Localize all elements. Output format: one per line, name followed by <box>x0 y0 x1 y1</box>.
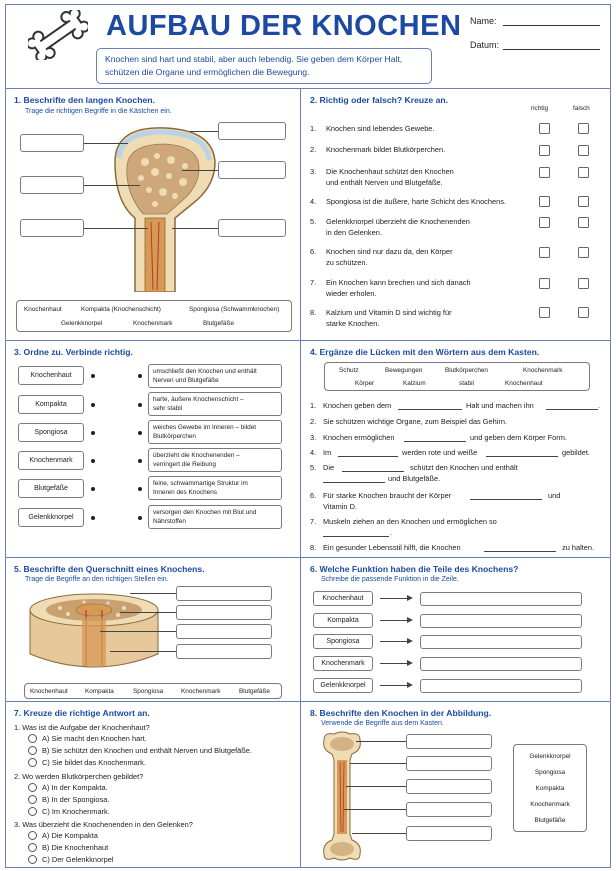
definition-box[interactable] <box>148 448 282 472</box>
word-bank-item: Blutgefäße <box>534 817 566 824</box>
pointer-line <box>346 786 406 787</box>
term-box[interactable]: Blutgefäße <box>18 479 84 498</box>
pointer-line <box>190 131 218 132</box>
answer-field[interactable] <box>420 657 582 671</box>
label-box[interactable] <box>176 644 272 659</box>
answer-field[interactable] <box>420 635 582 649</box>
word-bank-item: Kompakta (Knochenschicht) <box>81 306 161 313</box>
label-box[interactable] <box>218 122 286 140</box>
sentence-text: . <box>598 401 601 410</box>
section-8-title: 8. Beschrifte den Knochen in der Abbildung. <box>310 708 492 718</box>
answer-radio[interactable] <box>28 855 37 864</box>
sentence-text: zu halten. <box>562 543 595 552</box>
column-divider <box>300 88 301 868</box>
term-box[interactable]: Spongiosa <box>18 423 84 442</box>
item-number: 4. <box>310 197 317 206</box>
arrow-icon <box>380 641 410 642</box>
pointer-line <box>130 593 176 594</box>
checkbox-false[interactable] <box>578 307 589 318</box>
label-box[interactable] <box>176 586 272 601</box>
definition-text: Inneren des Knochens <box>153 489 217 496</box>
section-1-instruction: Trage die richtigen Begriffe in die Kästchen ein. <box>25 108 172 115</box>
checkbox-true[interactable] <box>539 167 550 178</box>
sentence-text: Für starke Knochen braucht der Körper <box>323 491 452 500</box>
checkbox-true[interactable] <box>539 123 550 134</box>
checkbox-false[interactable] <box>578 167 589 178</box>
checkbox-true[interactable] <box>539 247 550 258</box>
connect-dot[interactable] <box>138 403 142 407</box>
connect-dot[interactable] <box>91 516 95 520</box>
word-bank <box>16 300 292 332</box>
word-bank-item: Bewegungen <box>385 367 423 374</box>
checkbox-true[interactable] <box>539 217 550 228</box>
column-header-false: falsch <box>573 105 590 112</box>
statement: starke Knochen. <box>326 319 380 328</box>
sentence-text: werden rote und weiße <box>402 448 478 457</box>
label-box[interactable] <box>406 779 492 794</box>
item-number: 3. <box>310 433 317 442</box>
definition-text: Nerven und Blutgefäße <box>153 377 219 384</box>
definition-text: versorgen den Knochen mit Blut und <box>153 509 257 516</box>
checkbox-true[interactable] <box>539 307 550 318</box>
checkbox-false[interactable] <box>578 196 589 207</box>
label-box[interactable] <box>20 134 84 152</box>
word-bank-item: Knochenhaut <box>505 380 543 387</box>
arrow-icon <box>380 620 410 621</box>
statement: Ein Knochen kann brechen und sich danach <box>326 278 471 287</box>
definition-box[interactable] <box>148 392 282 416</box>
answer-option: B) Sie schützt den Knochen und enthält Nerven und Blutgefäße. <box>42 746 252 755</box>
answer-radio[interactable] <box>28 831 37 840</box>
answer-option: A) Die Kompakta <box>42 831 98 840</box>
question-text: 3. Was überzieht die Knochenenden in den Gelenken? <box>14 820 193 829</box>
intro-text: schützen die Organe und ermöglichen die Bewegung. <box>105 67 310 77</box>
item-number: 7. <box>310 278 317 287</box>
part-label: Gelenkknorpel <box>313 678 373 693</box>
sentence-text: und <box>548 491 561 500</box>
section-6-instruction: Schreibe die passende Funktion in die Zeile. <box>321 576 459 583</box>
blank-line[interactable] <box>338 456 398 457</box>
word-bank <box>513 744 587 832</box>
definition-box[interactable] <box>148 364 282 388</box>
definition-box[interactable] <box>148 476 282 500</box>
sentence-text: gebildet. <box>562 448 590 457</box>
answer-option: C) Im Knochenmark. <box>42 807 110 816</box>
section-8-instruction: Verwende die Begriffe aus dem Kasten. <box>321 720 444 727</box>
label-box[interactable] <box>406 734 492 749</box>
word-bank-item: Gelenkknorpel <box>529 753 571 760</box>
answer-radio[interactable] <box>28 795 37 804</box>
sentence-text: Knochen ermöglichen <box>323 433 395 442</box>
answer-radio[interactable] <box>28 807 37 816</box>
blank-line[interactable] <box>546 409 598 410</box>
word-bank-item: Kalzium <box>403 380 426 387</box>
definition-text: umschließt den Knochen und enthält <box>153 368 257 375</box>
answer-field[interactable] <box>420 592 582 606</box>
pointer-line <box>110 651 176 652</box>
pointer-line <box>344 809 406 810</box>
definition-text: weiches Gewebe im Inneren – bildet <box>153 424 257 431</box>
label-box[interactable] <box>218 219 286 237</box>
label-box[interactable] <box>176 624 272 639</box>
statement: und enthält Nerven und Blutgefäße. <box>326 178 443 187</box>
definition-text: überzieht die Knochenenden – <box>153 452 240 459</box>
word-bank-item: Schutz <box>339 367 359 374</box>
item-number: 8. <box>310 308 317 317</box>
word-bank-item: Blutkörperchen <box>445 367 488 374</box>
checkbox-false[interactable] <box>578 247 589 258</box>
word-bank <box>324 362 590 391</box>
intro-box <box>96 48 432 84</box>
definition-text: feine, schwammartige Struktur im <box>153 480 248 487</box>
blank-line[interactable] <box>404 441 466 442</box>
question-text: 1. Was ist die Aufgabe der Knochenhaut? <box>14 723 150 732</box>
answer-option: B) Die Knochenhaut <box>42 843 109 852</box>
checkbox-true[interactable] <box>539 278 550 289</box>
checkbox-true[interactable] <box>539 196 550 207</box>
section-6-title: 6. Welche Funktion haben die Teile des Knochens? <box>310 564 519 574</box>
connect-dot[interactable] <box>91 431 95 435</box>
connect-dot[interactable] <box>138 516 142 520</box>
word-bank-item: Knochenhaut <box>30 688 68 695</box>
answer-radio[interactable] <box>28 758 37 767</box>
page-title: AUFBAU DER KNOCHEN <box>106 10 462 42</box>
term-box[interactable]: Kompakta <box>18 395 84 414</box>
statement: Knochen sind lebendes Gewebe. <box>326 124 435 133</box>
checkbox-false[interactable] <box>578 278 589 289</box>
section-1-title: 1. Beschrifte den langen Knochen. <box>14 95 155 105</box>
bone-icon <box>28 10 88 60</box>
blank-line[interactable] <box>323 482 385 483</box>
word-bank-item: Knochenmark <box>523 367 563 374</box>
answer-radio[interactable] <box>28 783 37 792</box>
word-bank-item: Knochenhaut <box>24 306 62 313</box>
statement: in den Gelenken. <box>326 228 382 237</box>
definition-box[interactable] <box>148 505 282 529</box>
pointer-line <box>84 228 148 229</box>
checkbox-false[interactable] <box>578 217 589 228</box>
connect-dot[interactable] <box>91 374 95 378</box>
pointer-line <box>120 612 176 613</box>
divider <box>5 701 611 702</box>
word-bank-item: Blutgefäße <box>203 320 234 327</box>
section-4-title: 4. Ergänze die Lücken mit den Wörtern aus dem Kasten. <box>310 347 540 357</box>
pointer-line <box>352 833 406 834</box>
term-box[interactable]: Gelenkknorpel <box>18 508 84 527</box>
definition-text: Blutkörperchen <box>153 433 196 440</box>
label-box[interactable] <box>20 219 84 237</box>
answer-option: A) Sie macht den Knochen hart. <box>42 734 147 743</box>
answer-radio[interactable] <box>28 746 37 755</box>
word-bank-item: Knochenmark <box>133 320 173 327</box>
pointer-line <box>84 143 128 144</box>
question-text: 2. Wo werden Blutkörperchen gebildet? <box>14 772 144 781</box>
blank-line[interactable] <box>342 471 404 472</box>
blank-line[interactable] <box>398 409 462 410</box>
answer-option: B) In der Spongiosa. <box>42 795 110 804</box>
statement: Gelenkknorpel überzieht die Knochenenden <box>326 217 470 226</box>
sentence-text: Sie schützen wichtige Organe, zum Beispiel das Gehirn. <box>323 417 508 426</box>
sentence-text: und geben dem Körper Form. <box>470 433 567 442</box>
definition-text: sehr stabil <box>153 405 183 412</box>
item-number: 1. <box>310 124 317 133</box>
item-number: 6. <box>310 247 317 256</box>
pointer-line <box>172 228 218 229</box>
item-number: 3. <box>310 167 317 176</box>
connect-dot[interactable] <box>91 403 95 407</box>
arrow-head-icon <box>407 638 413 644</box>
pointer-line <box>84 185 140 186</box>
arrow-icon <box>380 598 410 599</box>
name-field[interactable] <box>503 25 600 26</box>
part-label: Knochenmark <box>313 656 373 671</box>
section-3-title: 3. Ordne zu. Verbinde richtig. <box>14 347 133 357</box>
item-number: 2. <box>310 145 317 154</box>
arrow-head-icon <box>407 682 413 688</box>
intro-text: Knochen sind hart und stabil, aber auch lebendig. Sie geben dem Körper Halt, <box>105 54 403 64</box>
word-bank-item: Spongiosa <box>534 769 566 776</box>
pointer-line <box>356 741 406 742</box>
statement: wieder erholen. <box>326 289 377 298</box>
sentence-text: schützt den Knochen und enthält <box>410 463 518 472</box>
connect-dot[interactable] <box>91 487 95 491</box>
bone-cross-section-illustration <box>24 588 164 676</box>
sentence-text: Vitamin D. <box>323 502 357 511</box>
blank-line[interactable] <box>484 551 556 552</box>
section-7-title: 7. Kreuze die richtige Antwort an. <box>14 708 150 718</box>
divider <box>5 340 611 341</box>
item-number: 2. <box>310 417 317 426</box>
item-number: 6. <box>310 491 317 500</box>
definition-box[interactable] <box>148 420 282 444</box>
connect-dot[interactable] <box>91 459 95 463</box>
long-bone-illustration <box>95 122 225 292</box>
item-number: 7. <box>310 517 317 526</box>
section-5-instruction: Trage die Begriffe an den richtigen Stellen ein. <box>25 576 169 583</box>
word-bank-item: stabil <box>459 380 474 387</box>
section-5-title: 5. Beschrifte den Querschnitt eines Knochens. <box>14 564 205 574</box>
blank-line[interactable] <box>323 536 389 537</box>
checkbox-false[interactable] <box>578 145 589 156</box>
arrow-icon <box>380 685 410 686</box>
answer-field[interactable] <box>420 614 582 628</box>
pointer-line <box>350 763 406 764</box>
word-bank <box>24 683 282 699</box>
sentence-text: Ein gesunder Lebensstil hilft, die Knochen <box>323 543 461 552</box>
sentence-text: Im <box>323 448 332 457</box>
divider <box>5 557 611 558</box>
statement: Kalzium und Vitamin D sind wichtig für <box>326 308 452 317</box>
arrow-head-icon <box>407 595 413 601</box>
word-bank-item: Kompakta <box>85 688 114 695</box>
connect-dot[interactable] <box>138 487 142 491</box>
label-box[interactable] <box>406 802 492 817</box>
checkbox-true[interactable] <box>539 145 550 156</box>
item-number: 4. <box>310 448 317 457</box>
statement: zu schützen. <box>326 258 368 267</box>
sentence-text: . <box>390 528 393 537</box>
connect-dot[interactable] <box>138 459 142 463</box>
sentence-text: Halt und machen ihn <box>466 401 534 410</box>
statement: Spongiosa ist die äußere, harte Schicht des Knochens. <box>326 197 506 206</box>
label-box[interactable] <box>20 176 84 194</box>
sentence-text: Die <box>323 463 335 472</box>
statement: Knochen sind nur dazu da, den Körper <box>326 247 453 256</box>
word-bank-item: Spongiosa <box>133 688 164 695</box>
divider <box>5 88 611 89</box>
item-number: 5. <box>310 217 317 226</box>
sentence-text: und Blutgefäße. <box>388 474 441 483</box>
term-box[interactable]: Knochenmark <box>18 451 84 470</box>
connect-dot[interactable] <box>138 431 142 435</box>
sentence-text: Muskeln ziehen an den Knochen und ermöglichen so <box>323 517 497 526</box>
word-bank-item: Spongiosa (Schwammknochen) <box>189 306 280 313</box>
sentence-text: Knochen geben dem <box>323 401 392 410</box>
label-box[interactable] <box>406 826 492 841</box>
answer-field[interactable] <box>420 679 582 693</box>
item-number: 5. <box>310 463 317 472</box>
pointer-line <box>100 631 176 632</box>
definition-text: verringert die Reibung <box>153 461 216 468</box>
definition-text: harte, äußere Knochenschicht – <box>153 396 244 403</box>
statement: Die Knochenhaut schützt den Knochen <box>326 167 454 176</box>
arrow-head-icon <box>407 617 413 623</box>
arrow-icon <box>380 663 410 664</box>
item-number: 8. <box>310 543 317 552</box>
checkbox-false[interactable] <box>578 123 589 134</box>
word-bank-item: Gelenkknorpel <box>61 320 103 327</box>
label-box[interactable] <box>406 756 492 771</box>
word-bank-item: Knochenmark <box>530 801 570 808</box>
item-number: 1. <box>310 401 317 410</box>
word-bank-item: Knochenmark <box>181 688 221 695</box>
part-label: Spongiosa <box>313 634 373 649</box>
column-header-true: richtig <box>531 105 549 112</box>
answer-option: C) Sie bildet das Knochenmark. <box>42 758 146 767</box>
arrow-head-icon <box>407 660 413 666</box>
part-label: Kompakta <box>313 613 373 628</box>
full-bone-illustration <box>316 730 368 862</box>
section-2-title: 2. Richtig oder falsch? Kreuze an. <box>310 95 449 105</box>
word-bank-item: Körper <box>355 380 375 387</box>
answer-radio[interactable] <box>28 843 37 852</box>
blank-line[interactable] <box>470 499 542 500</box>
answer-option: C) Der Gelenkknorpel <box>42 855 114 864</box>
word-bank-item: Blutgefäße <box>239 688 270 695</box>
date-label: Datum: <box>470 40 500 50</box>
answer-radio[interactable] <box>28 734 37 743</box>
date-field[interactable] <box>503 49 600 50</box>
blank-line[interactable] <box>486 456 558 457</box>
answer-option: A) In der Kompakta. <box>42 783 108 792</box>
label-box[interactable] <box>176 605 272 620</box>
pointer-line <box>182 170 218 171</box>
connect-dot[interactable] <box>138 374 142 378</box>
part-label: Knochenhaut <box>313 591 373 606</box>
word-bank-item: Kompakta <box>535 785 565 792</box>
term-box[interactable]: Knochenhaut <box>18 366 84 385</box>
definition-text: Nährstoffen <box>153 518 186 525</box>
label-box[interactable] <box>218 161 286 179</box>
name-label: Name: <box>470 16 497 26</box>
statement: Knochenmark bildet Blutkörperchen. <box>326 145 446 154</box>
